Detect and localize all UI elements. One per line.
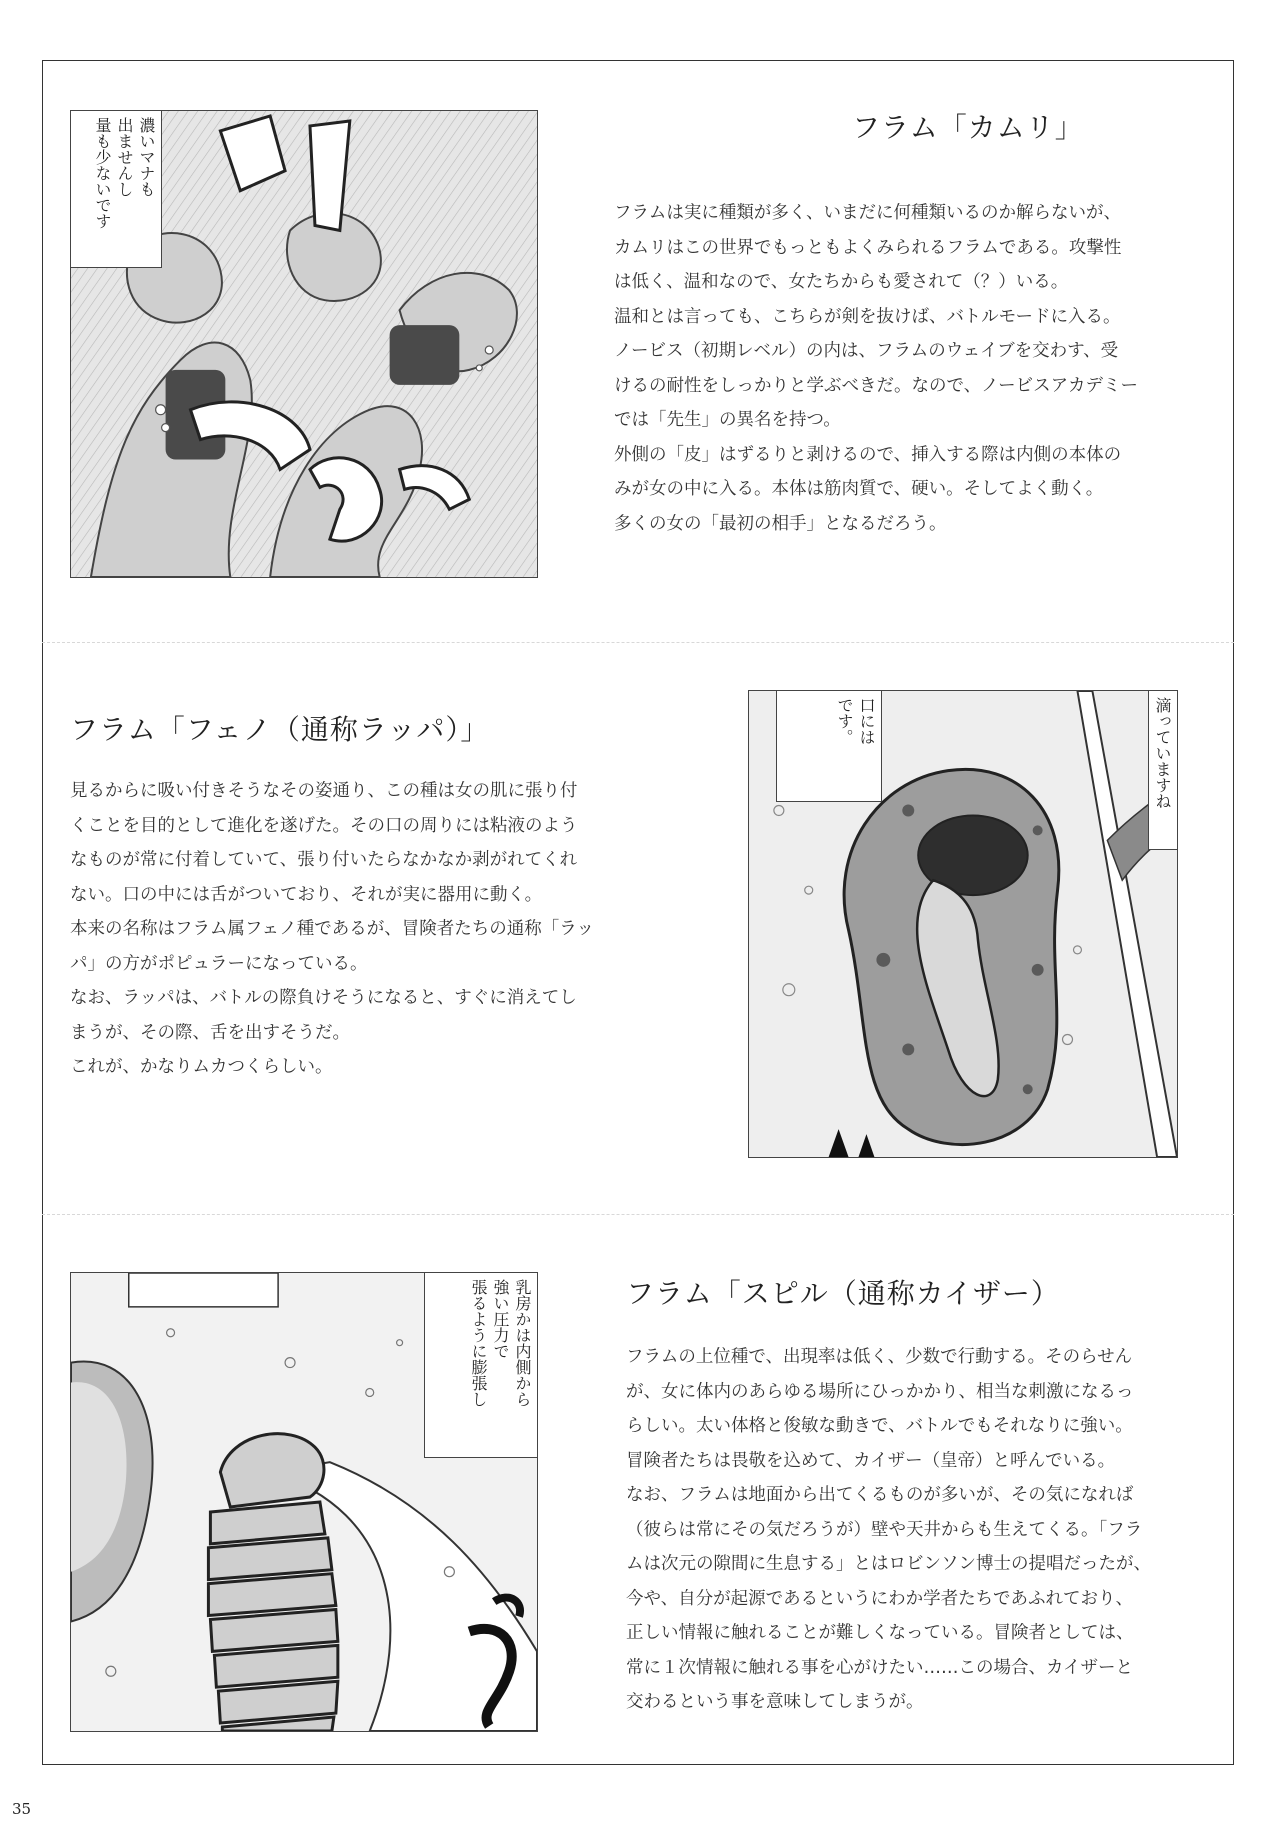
body-line: 正しい情報に触れることが難しくなっている。冒険者としては、 (626, 1623, 1134, 1643)
body-line: ムは次元の隙間に生息する」とはロビンソン博士の提唱だったが、 (626, 1554, 1151, 1574)
body-line: 冒険者たちは畏敬を込めて、カイザー（皇帝）と呼んでいる。 (626, 1450, 1116, 1471)
body-line: （彼らは常にその気だろうが）壁や天井からも生えてくる。「フラ (626, 1519, 1143, 1540)
section-body-feno (70, 774, 594, 1085)
body-line: くことを目的として進化を遂げた。その口の周りには粘液のよう (70, 815, 578, 836)
kamuri-speech-caption (70, 110, 162, 268)
body-line: ノービス（初期レベル）の内は、フラムのウェイブを交わす、受 (614, 341, 1119, 361)
body-line: なものが常に付着していて、張り付いたらなかなか剥がれてくれ (70, 850, 578, 870)
caption-line: 濃いマナも (137, 117, 156, 197)
body-line: 外側の「皮」はずるりと剥けるので、挿入する際は内側の本体の (614, 444, 1122, 465)
caption-line: 口には (857, 697, 876, 745)
section-title-feno: フラム「フェノ（通称ラッパ）」 (70, 713, 490, 746)
body-line: は低く、温和なので、女たちからも愛されて（？）いる。 (614, 272, 1069, 292)
body-line: パ」の方がポピュラーになっている。 (70, 953, 368, 974)
body-line: 交わるという事を意味してしまうが。 (626, 1692, 924, 1712)
body-line: 見るからに吸い付きそうなその姿通り、この種は女の肌に張り付 (70, 781, 578, 801)
section-title-spiru: フラム「スピル（通称カイザー） (626, 1277, 1060, 1310)
body-line: カムリはこの世界でもっともよくみられるフラムである。攻撃性 (614, 237, 1122, 258)
caption-line: 張るように膨張し (469, 1279, 488, 1407)
body-line: まうが、その際、舌を出すそうだ。 (70, 1022, 350, 1043)
body-line: けるの耐性をしっかりと学ぶべきだ。なので、ノービスアカデミー (614, 375, 1138, 396)
caption-line: 乳房かは内側から (513, 1279, 532, 1407)
body-line: 本来の名称はフラム属フェノ種であるが、冒険者たちの通称「ラッ (70, 919, 594, 939)
caption-line: 出ませんし (115, 117, 134, 197)
section-divider (42, 642, 1234, 643)
section-body-spiru (626, 1340, 1151, 1720)
body-line: が、女に体内のあらゆる場所にひっかかり、相当な刺激になるっ (626, 1381, 1134, 1402)
section-divider (42, 1214, 1234, 1215)
feno-speech-caption-2 (1148, 690, 1178, 850)
body-line: では「先生」の異名を持つ。 (614, 410, 841, 430)
body-line: 温和とは言っても、こちらが剣を抜けば、バトルモードに入る。 (614, 306, 1121, 327)
caption-line: です。 (835, 697, 854, 745)
body-line: フラムの上位種で、出現率は低く、少数で行動する。そのらせん (626, 1347, 1133, 1367)
caption-line: 滴っていますね (1153, 697, 1172, 809)
section-body-kamuri (614, 196, 1138, 541)
caption-line: 量も少ないです (93, 117, 112, 229)
caption-line: 強い圧力で (491, 1279, 510, 1359)
body-line: みが女の中に入る。本体は筋肉質で、硬い。そしてよく動く。 (614, 479, 1104, 499)
feno-speech-caption (776, 690, 882, 802)
spiru-speech-caption (424, 1272, 538, 1458)
section-title-kamuri: フラム「カムリ」 (852, 111, 1084, 144)
body-line: これが、かなりムカつくらしい。 (70, 1057, 333, 1077)
body-line: 今や、自分が起源であるというにわか学者たちであふれており、 (626, 1588, 1133, 1609)
page-number: 35 (12, 1800, 32, 1818)
body-line: 常に１次情報に触れる事を心がけたい……この場合、カイザーと (626, 1657, 1133, 1678)
body-line: ない。口の中には舌がついており、それが実に器用に動く。 (70, 884, 543, 905)
body-line: らしい。太い体格と俊敏な動きで、バトルでもそれなりに強い。 (626, 1416, 1133, 1436)
body-line: 多くの女の「最初の相手」となるだろう。 (614, 513, 947, 534)
body-line: なお、フラムは地面から出てくるものが多いが、その気になれば (626, 1485, 1134, 1505)
body-line: フラムは実に種類が多く、いまだに何種類いるのか解らないが、 (614, 203, 1121, 223)
body-line: なお、ラッパは、バトルの際負けそうになると、すぐに消えてし (70, 988, 577, 1008)
